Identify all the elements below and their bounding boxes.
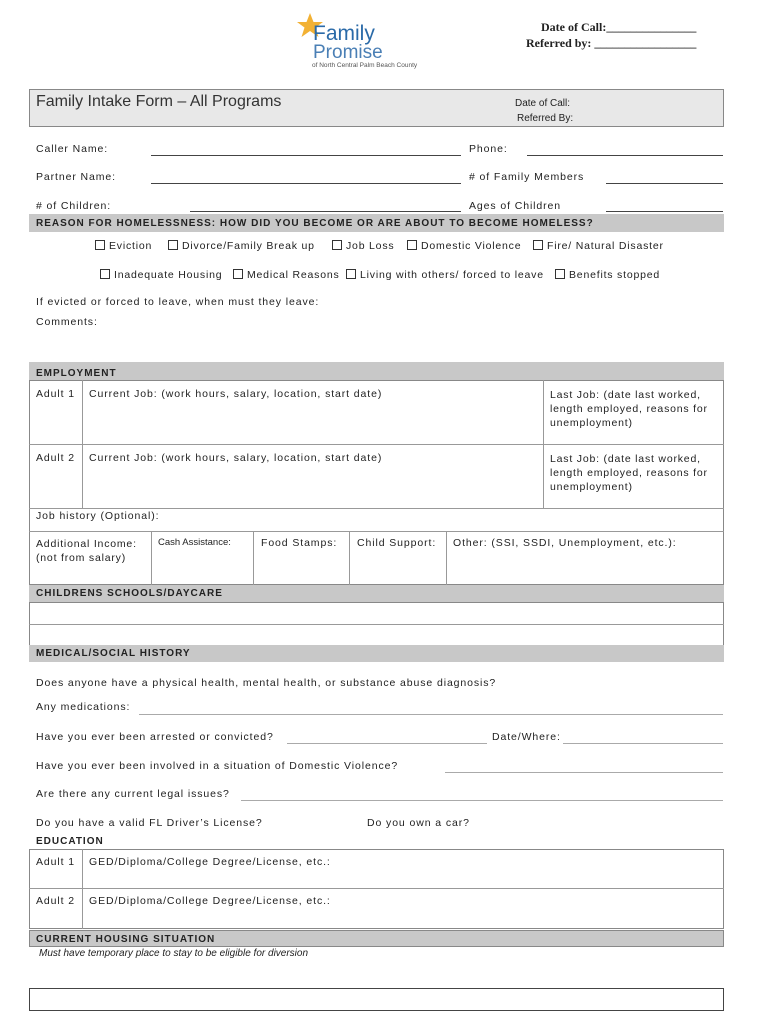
family-members-field[interactable] (606, 183, 723, 184)
child-support-label[interactable]: Child Support: (357, 537, 437, 549)
other-income-label[interactable]: Other: (SSI, SSDI, Unemployment, etc.): (453, 537, 677, 549)
num-children-label: # of Children: (36, 200, 112, 212)
drivers-license-question: Do you have a valid FL Driver’s License? (36, 817, 263, 829)
medications-field[interactable] (139, 714, 723, 715)
evicted-question: If evicted or forced to leave, when must they leave: (36, 296, 320, 308)
logo-word-promise: Promise (313, 42, 383, 63)
option-label: Fire/ Natural Disaster (547, 240, 664, 252)
schools-row-divider (29, 624, 724, 625)
employment-current-job-2[interactable]: Current Job: (work hours, salary, location, start date) (89, 452, 383, 464)
checkbox-fire-disaster[interactable] (533, 240, 664, 252)
employment-adult-1: Adult 1 (36, 388, 75, 400)
checkbox-domestic-violence[interactable] (407, 240, 521, 252)
family-members-label: # of Family Members (469, 171, 585, 183)
checkbox-square[interactable] (168, 240, 178, 250)
ages-children-field[interactable] (606, 211, 723, 212)
option-label: Job Loss (346, 240, 395, 252)
education-field-1[interactable]: GED/Diploma/College Degree/License, etc.: (89, 856, 331, 868)
income-col-divider (253, 531, 254, 585)
date-where-field[interactable] (563, 743, 723, 744)
employment-adult-2: Adult 2 (36, 452, 75, 464)
homelessness-header (29, 214, 724, 232)
education-field-2[interactable]: GED/Diploma/College Degree/License, etc.: (89, 895, 331, 907)
medical-header (29, 645, 724, 662)
employment-row-divider (29, 508, 724, 509)
domestic-violence-field[interactable] (445, 772, 723, 773)
education-adult-1: Adult 1 (36, 856, 75, 868)
checkbox-square[interactable] (407, 240, 417, 250)
option-label: Benefits stopped (569, 269, 661, 281)
header-referred-by: Referred by: _________________ (526, 36, 697, 50)
income-col-divider (349, 531, 350, 585)
option-label: Divorce/Family Break up (182, 240, 315, 252)
education-header: EDUCATION (36, 836, 104, 847)
employment-col-divider (82, 380, 83, 508)
employment-current-job-1[interactable]: Current Job: (work hours, salary, location, start date) (89, 388, 383, 400)
checkbox-square[interactable] (346, 269, 356, 279)
checkbox-square[interactable] (332, 240, 342, 250)
title-box (29, 89, 724, 127)
housing-header-text: CURRENT HOUSING SITUATION (36, 934, 216, 945)
ages-children-label: Ages of Children (469, 200, 562, 212)
checkbox-eviction[interactable] (95, 240, 152, 252)
education-row-divider (29, 888, 724, 889)
option-label: Living with others/ forced to leave (360, 269, 544, 281)
cash-assistance-label[interactable]: Cash Assistance: (158, 537, 231, 548)
header-date-of-call: Date of Call:_______________ (541, 20, 697, 34)
homelessness-header-text: REASON FOR HOMELESSNESS: HOW DID YOU BECOME OR ARE ABOUT TO BECOME HOMELESS? (36, 218, 594, 229)
title-date-of-call: Date of Call: (515, 98, 571, 109)
num-children-field[interactable] (190, 211, 461, 212)
logo-word-family: Family (313, 22, 375, 45)
income-col-divider (151, 531, 152, 585)
additional-income-label: Additional Income: (not from salary) (36, 538, 137, 564)
education-adult-2: Adult 2 (36, 895, 75, 907)
food-stamps-label[interactable]: Food Stamps: (261, 537, 338, 549)
option-label: Domestic Violence (421, 240, 522, 252)
employment-header (29, 362, 724, 380)
employment-row-divider (29, 444, 724, 445)
legal-issues-question: Are there any current legal issues? (36, 788, 230, 800)
employment-header-text: EMPLOYMENT (36, 368, 117, 379)
domestic-violence-question: Have you ever been involved in a situation of Domestic Violence? (36, 760, 399, 772)
job-history-label[interactable]: Job history (Optional): (36, 510, 160, 522)
employment-row-divider (29, 531, 724, 532)
legal-issues-field[interactable] (241, 800, 723, 801)
option-label: Eviction (109, 240, 153, 252)
checkbox-square[interactable] (95, 240, 105, 250)
caller-name-field[interactable] (151, 155, 461, 156)
option-label: Inadequate Housing (114, 269, 223, 281)
caller-name-label: Caller Name: (36, 143, 109, 155)
checkbox-living-with-others[interactable] (346, 269, 544, 281)
housing-header (29, 930, 724, 947)
checkbox-square[interactable] (533, 240, 543, 250)
partner-name-field[interactable] (151, 183, 461, 184)
employment-last-job-2[interactable]: Last Job: (date last worked, length employed, reasons for unemployment) (550, 453, 708, 493)
employment-last-job-1[interactable]: Last Job: (date last worked, length employed, reasons for unemployment) (550, 389, 708, 429)
form-title: Family Intake Form – All Programs (36, 93, 282, 110)
checkbox-square[interactable] (233, 269, 243, 279)
arrested-field[interactable] (287, 743, 487, 744)
arrested-question: Have you ever been arrested or convicted? (36, 731, 274, 743)
checkbox-divorce[interactable] (168, 240, 315, 252)
own-car-question: Do you own a car? (367, 817, 470, 829)
phone-label: Phone: (469, 143, 508, 155)
checkbox-inadequate-housing[interactable] (100, 269, 222, 281)
checkbox-benefits-stopped[interactable] (555, 269, 660, 281)
income-col-divider (446, 531, 447, 585)
housing-field[interactable] (29, 988, 724, 1011)
phone-field[interactable] (527, 155, 723, 156)
option-label: Medical Reasons (247, 269, 340, 281)
logo (296, 12, 446, 72)
medical-header-text: MEDICAL/SOCIAL HISTORY (36, 648, 191, 659)
checkbox-job-loss[interactable] (332, 240, 394, 252)
diagnosis-question: Does anyone have a physical health, mental health, or substance abuse diagnosis? (36, 677, 497, 689)
title-referred-by: Referred By: (517, 113, 574, 124)
checkbox-square[interactable] (100, 269, 110, 279)
schools-header (29, 585, 724, 602)
medications-label: Any medications: (36, 701, 131, 713)
checkbox-square[interactable] (555, 269, 565, 279)
date-where-label: Date/Where: (492, 731, 561, 743)
schools-header-text: CHILDRENS SCHOOLS/DAYCARE (36, 588, 223, 599)
education-col-divider (82, 849, 83, 929)
housing-note: Must have temporary place to stay to be eligible for diversion (39, 948, 309, 959)
checkbox-medical-reasons[interactable] (233, 269, 340, 281)
partner-name-label: Partner Name: (36, 171, 116, 183)
employment-col-divider (543, 380, 544, 508)
logo-subtitle: of North Central Palm Beach County (312, 62, 418, 69)
comments-label: Comments: (36, 316, 98, 328)
